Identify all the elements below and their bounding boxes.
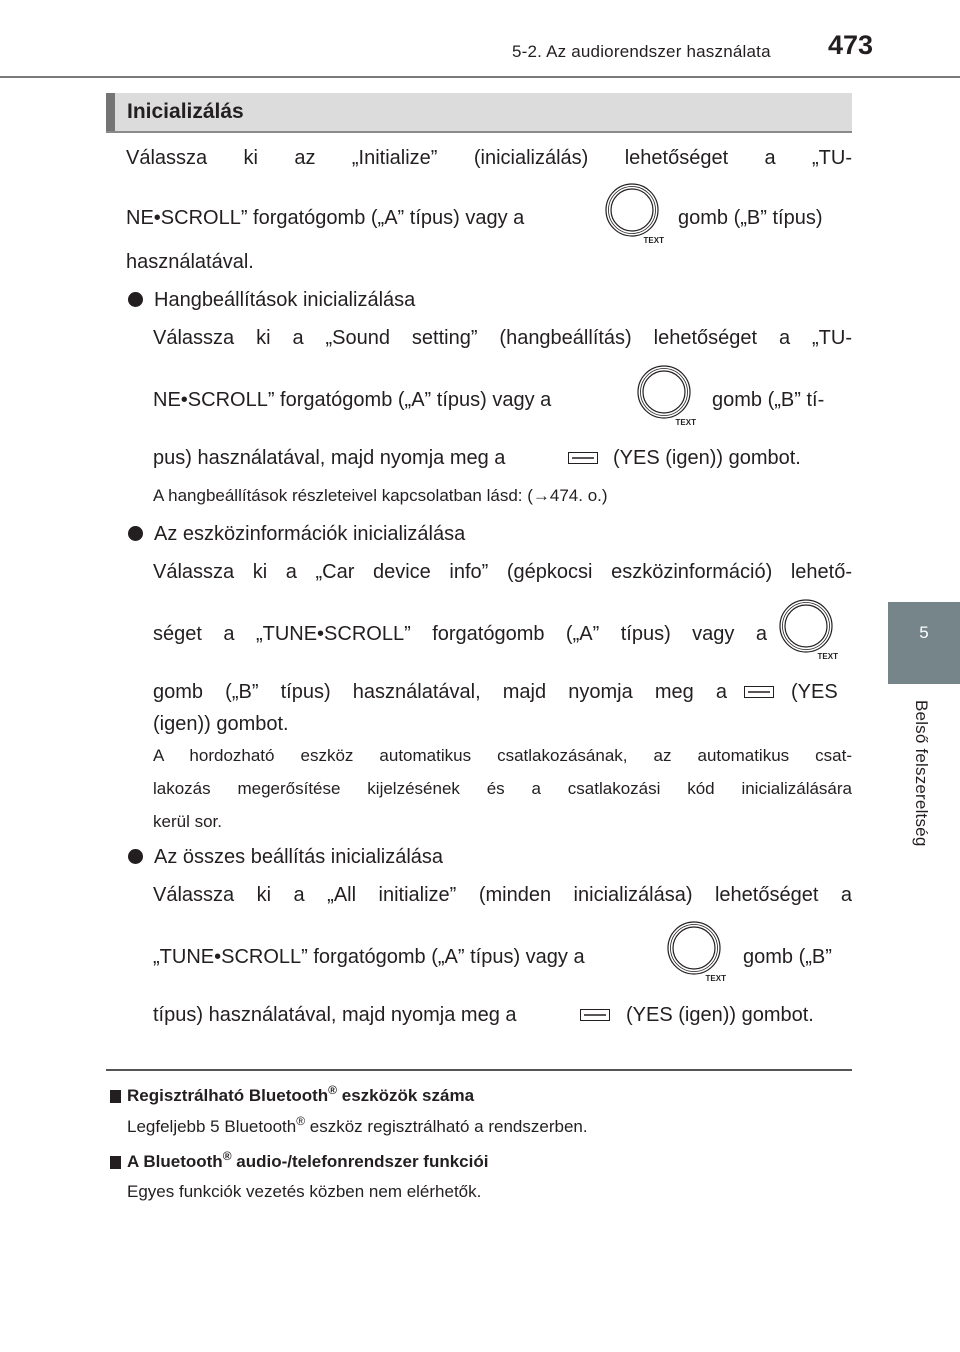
section-heading: Inicializálás <box>127 100 244 123</box>
section-heading-accent <box>106 93 115 131</box>
item-3-line-2a: „TUNE•SCROLL” forgatógomb („A” típus) vagy a <box>153 946 585 968</box>
item-1-note: A hangbeállítások részleteivel kapcsolatban lásd: (→474. o.) <box>153 486 608 505</box>
bullet-icon <box>128 849 143 864</box>
note-2-body: Egyes funkciók vezetés közben nem elérhetők. <box>127 1182 482 1201</box>
item-3-line-3a: típus) használatával, majd nyomja meg a <box>153 1004 517 1026</box>
note-2-title: A Bluetooth® audio-/telefonrendszer funkciói <box>127 1149 489 1171</box>
chapter-number: 5 <box>919 623 929 642</box>
note-1-body: Legfeljebb 5 Bluetooth® eszköz regisztrálható a rendszerben. <box>127 1114 588 1136</box>
item-1-line-1: Válassza ki a „Sound setting” (hangbeállítás) lehetőséget a „TU- <box>153 327 852 349</box>
note-1-title: Regisztrálható Bluetooth® eszközök száma <box>127 1083 475 1105</box>
item-3-title: Az összes beállítás inicializálása <box>154 846 444 868</box>
bullet-icon <box>128 292 143 307</box>
svg-text:TEXT: TEXT <box>675 418 696 427</box>
intro-line-2a: NE•SCROLL” forgatógomb („A” típus) vagy a <box>126 207 525 229</box>
item-2-line-2: séget a „TUNE•SCROLL” forgatógomb („A” típus) vagy a <box>153 623 767 645</box>
svg-text:TEXT: TEXT <box>643 236 664 245</box>
intro-line-1: Válassza ki az „Initialize” (inicializálás) lehetőséget a „TU- <box>126 147 852 169</box>
screen-button-icon <box>580 1009 610 1021</box>
intro-line-3: használatával. <box>126 251 254 273</box>
item-1-line-2b: gomb („B” tí- <box>712 389 825 411</box>
item-1-line-3a: pus) használatával, majd nyomja meg a <box>153 447 506 469</box>
text-knob-icon <box>602 180 666 246</box>
svg-text:TEXT: TEXT <box>817 652 838 661</box>
intro-line-2b: gomb („B” típus) <box>678 207 823 229</box>
header-rule <box>0 76 960 78</box>
notes-divider <box>106 1069 852 1071</box>
text-knob-icon <box>664 918 728 984</box>
item-2-line-3b: (YES <box>791 681 838 703</box>
screen-button-icon <box>744 686 774 698</box>
chapter-title: Belső felszereltség <box>912 700 931 847</box>
note-marker-icon <box>110 1090 121 1103</box>
item-3-line-3b: (YES (igen)) gombot. <box>626 1004 814 1026</box>
item-2-line-1: Válassza ki a „Car device info” (gépkocsi eszközinformáció) lehető- <box>153 561 852 583</box>
bullet-icon <box>128 526 143 541</box>
chapter-tab <box>888 602 960 684</box>
text-knob-icon <box>634 362 698 428</box>
running-header-section-title: 5-2. Az audiorendszer használata <box>512 42 771 61</box>
item-2-line-4: (igen)) gombot. <box>153 713 289 735</box>
note-marker-icon <box>110 1156 121 1169</box>
page-number: 473 <box>828 30 874 60</box>
item-1-line-2a: NE•SCROLL” forgatógomb („A” típus) vagy a <box>153 389 552 411</box>
item-2-title: Az eszközinformációk inicializálása <box>154 523 466 545</box>
item-2-note-line-3: kerül sor. <box>153 812 222 831</box>
screen-button-icon <box>568 452 598 464</box>
svg-text:TEXT: TEXT <box>705 974 726 983</box>
text-knob-icon <box>776 596 840 662</box>
item-2-note-line-1: A hordozható eszköz automatikus csatlakozásának, az automatikus csat- <box>153 746 852 765</box>
item-3-line-1: Válassza ki a „All initialize” (minden inicializálása) lehetőséget a <box>153 884 852 906</box>
item-1-title: Hangbeállítások inicializálása <box>154 289 416 311</box>
item-1-line-3b: (YES (igen)) gombot. <box>613 447 801 469</box>
section-heading-bar <box>106 93 852 133</box>
item-2-note-line-2: lakozás megerősítése kijelzésének és a csatlakozási kód inicializálására <box>153 779 852 798</box>
item-3-line-2b: gomb („B” <box>743 946 832 968</box>
item-2-line-3a: gomb („B” típus) használatával, majd nyomja meg a <box>153 681 727 703</box>
